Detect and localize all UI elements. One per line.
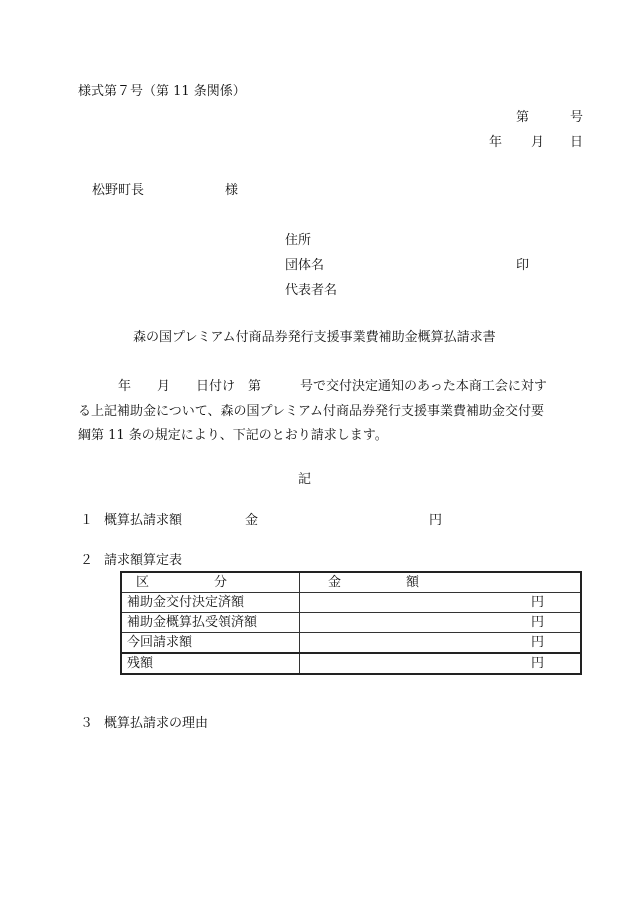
item1-yen: 円 xyxy=(429,513,443,528)
item2-number: ２ xyxy=(80,553,94,568)
table-row xyxy=(121,653,581,674)
number-dai: 第 xyxy=(516,110,530,125)
table-row xyxy=(121,613,581,633)
address-label: 住所 xyxy=(285,233,312,248)
item3-number: ３ xyxy=(80,716,94,731)
body-line-2: る上記補助金について、森の国プレミアム付商品券発行支援事業費補助金交付要 xyxy=(78,404,545,419)
document-title: 森の国プレミアム付商品券発行支援事業費補助金概算払請求書 xyxy=(133,330,496,345)
row-label: 残額 xyxy=(121,653,300,674)
header-amount: 金 額 xyxy=(300,572,582,593)
row-unit: 円 xyxy=(300,613,582,633)
row-unit: 円 xyxy=(300,633,582,654)
table-row xyxy=(121,593,581,613)
body-line-3: 綱第 11 条の規定により、下記のとおり請求します。 xyxy=(78,428,388,443)
item3-label: 概算払請求の理由 xyxy=(104,716,209,731)
addressee-name: 松野町長 xyxy=(92,183,145,198)
addressee-honorific: 様 xyxy=(225,183,239,198)
date-year: 年 xyxy=(489,135,503,150)
table-row xyxy=(121,633,581,654)
row-unit: 円 xyxy=(300,653,582,674)
rep-label: 代表者名 xyxy=(285,283,338,298)
row-label: 補助金交付決定済額 xyxy=(121,593,300,613)
form-id: 様式第７号（第 11 条関係） xyxy=(78,84,246,99)
item2-label: 請求額算定表 xyxy=(104,553,183,568)
item1-kin: 金 xyxy=(245,513,259,528)
row-unit: 円 xyxy=(300,593,582,613)
item1-number: １ xyxy=(80,513,94,528)
header-category: 区 分 xyxy=(136,575,228,590)
row-label: 補助金概算払受領済額 xyxy=(121,613,300,633)
body-line-1: 年 月 日付け 第 号で交付決定通知のあった本商工会に対す xyxy=(118,379,547,394)
item1-label: 概算払請求額 xyxy=(104,513,183,528)
ki-heading: 記 xyxy=(298,472,312,487)
table-header-row xyxy=(121,572,581,593)
calculation-table xyxy=(120,571,582,675)
row-label: 今回請求額 xyxy=(121,633,300,654)
org-label: 団体名 xyxy=(285,258,325,273)
number-go: 号 xyxy=(570,110,584,125)
date-day: 日 xyxy=(570,135,584,150)
date-month: 月 xyxy=(531,135,545,150)
seal-mark: 印 xyxy=(516,258,530,273)
